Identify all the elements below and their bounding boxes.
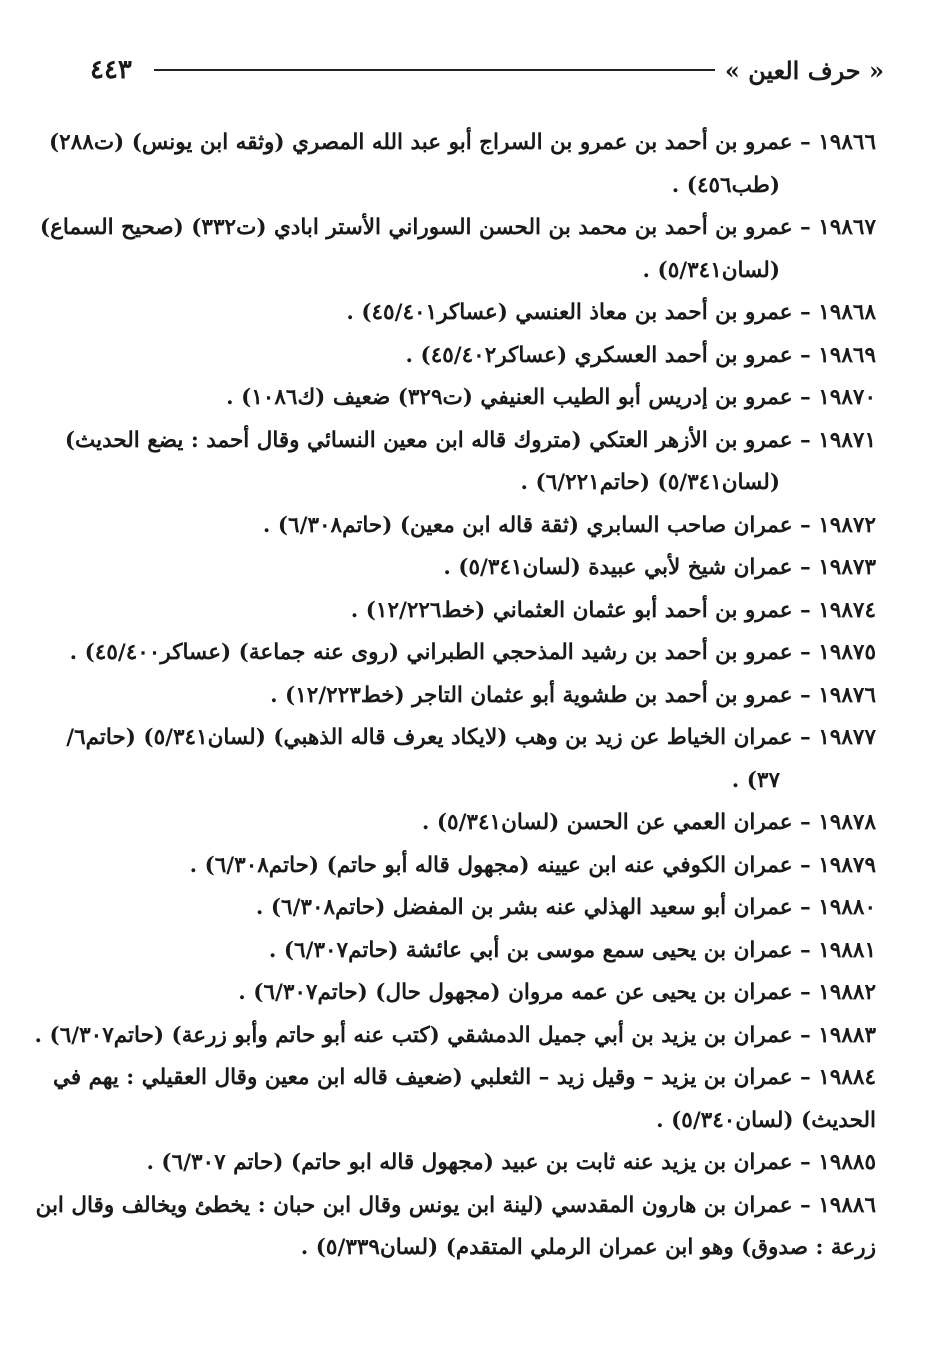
- entry-19868: [70, 292, 876, 335]
- entry-19866: [48, 122, 876, 207]
- entry-19875: [70, 632, 876, 675]
- entry-19876: [70, 675, 876, 718]
- header-divider: [154, 69, 715, 71]
- entry-line: ١٩٨٧٦ – عمرو بن أحمد بن طشوية أبو عثمان التاجر (خط١٢/٢٢٣) .: [270, 682, 876, 708]
- entry-continuation: (طب٤٥٦) .: [671, 172, 780, 198]
- entry-19883: [34, 1015, 876, 1058]
- entry-line: ١٩٨٧٠ – عمرو بن إدريس أبو الطيب العنيفي (ت٣٢٩) ضعيف (ك١٠٨٦) .: [226, 385, 876, 410]
- entry-line: ١٩٨٧٧ – عمران الخياط عن زيد بن وهب (لايكاد يعرف قاله الذهبي) (لسان٥/٣٤١) (حاتم٦/: [66, 725, 876, 750]
- entry-line: ١٩٨٨٢ – عمران بن يحيى عن عمه مروان (مجهول حال) (حاتم٦/٣٠٧) .: [238, 980, 876, 1005]
- entry-line: ١٩٨٧٨ – عمران العمي عن الحسن (لسان٥/٣٤١) .: [421, 810, 876, 835]
- entry-line: ١٩٨٧٤ – عمرو بن أحمد أبو عثمان العثماني (خط١٢/٢٢٦) .: [350, 597, 876, 623]
- entry-19881: [70, 930, 876, 973]
- entry-continuation: الحديث) (لسان٥/٣٤٠) .: [656, 1107, 876, 1133]
- entry-19870: [70, 377, 876, 420]
- entry-19873: [70, 547, 876, 590]
- entry-19874: [70, 590, 876, 633]
- entry-line: ١٩٨٧٢ – عمران صاحب السابري (ثقة قاله ابن معين) (حاتم٦/٣٠٨) .: [262, 512, 876, 538]
- entry-line: ١٩٨٧١ – عمرو بن الأزهر العتكي (متروك قاله ابن معين النسائي وقال أحمد : يضع الحديث): [64, 427, 876, 453]
- entry-line: ١٩٨٧٩ – عمران الكوفي عنه ابن عيينه (مجهول قاله أبو حاتم) (حاتم٦/٣٠٨) .: [189, 852, 876, 878]
- entry-continuation: زرعة : صدوق) وهو ابن عمران الرملي المتقدم) (لسان٥/٣٣٩) .: [300, 1235, 876, 1260]
- entry-19879: [70, 845, 876, 888]
- section-title: « حرف العين »: [724, 55, 884, 85]
- entry-line: ١٩٨٦٧ – عمرو بن أحمد بن محمد بن الحسن السوراني الأستر ابادي (ت٣٣٢) (صحيح السماع): [39, 215, 876, 240]
- entry-line: ١٩٨٧٥ – عمرو بن أحمد بن رشيد المذحجي الطبراني (روى عنه جماعة) (عساكر٤٥/٤٠٠) .: [69, 640, 876, 665]
- entry-19884: [52, 1057, 876, 1142]
- entry-continuation: (لسان٥/٣٤١) .: [642, 257, 780, 283]
- page-number: ٤٤٣: [90, 55, 132, 85]
- entry-19869: [70, 335, 876, 378]
- entry-line: ١٩٨٨٤ – عمران بن يزيد – وقيل زيد – الثعلبي (ضعيف قاله ابن معين وقال العقيلي : يهم في: [52, 1065, 876, 1090]
- entry-line: ١٩٨٦٦ – عمرو بن أحمد بن عمرو بن السراج أبو عبد الله المصري (وثقه ابن يونس) (ت٢٨٨): [48, 130, 876, 155]
- page-header: [90, 50, 884, 90]
- entry-line: ١٩٨٧٣ – عمران شيخ لأبي عبيدة (لسان٥/٣٤١) .: [443, 555, 876, 580]
- entries-list: [34, 122, 876, 1270]
- entry-19886: [35, 1185, 876, 1270]
- entry-19872: [70, 505, 876, 548]
- entry-19880: [70, 887, 876, 930]
- entry-line: ١٩٨٨٣ – عمران بن يزيد بن أبي جميل الدمشقي (كتب عنه أبو حاتم وأبو زرعة) (حاتم٦/٣٠٧) .: [34, 1022, 876, 1048]
- entry-19867: [39, 207, 876, 292]
- entry-19882: [70, 972, 876, 1015]
- entry-19877: [66, 717, 876, 802]
- entry-19878: [70, 802, 876, 845]
- entry-19871: [64, 420, 876, 505]
- entry-line: ١٩٨٨٥ – عمران بن يزيد عنه ثابت بن عبيد (مجهول قاله ابو حاتم) (حاتم ٦/٣٠٧) .: [146, 1150, 876, 1175]
- entry-continuation: ٣٧) .: [731, 767, 780, 793]
- entry-continuation: (لسان٥/٣٤١) (حاتم٦/٢٢١) .: [520, 470, 780, 495]
- entry-19885: [70, 1142, 876, 1185]
- entry-line: ١٩٨٦٨ – عمرو بن أحمد بن معاذ العنسي (عساكر٤٥/٤٠١) .: [346, 300, 876, 325]
- entry-line: ١٩٨٨٠ – عمران أبو سعيد الهذلي عنه بشر بن المفضل (حاتم٦/٣٠٨) .: [255, 895, 876, 920]
- entry-line: ١٩٨٨١ – عمران بن يحيى سمع موسى بن أبي عائشة (حاتم٦/٣٠٧) .: [268, 937, 876, 963]
- entry-line: ١٩٨٦٩ – عمرو بن أحمد العسكري (عساكر٤٥/٤٠٢) .: [405, 342, 876, 368]
- entry-line: ١٩٨٨٦ – عمران بن هارون المقدسي (لينة ابن يونس وقال ابن حبان : يخطئ ويخالف وقال ابن: [35, 1192, 876, 1218]
